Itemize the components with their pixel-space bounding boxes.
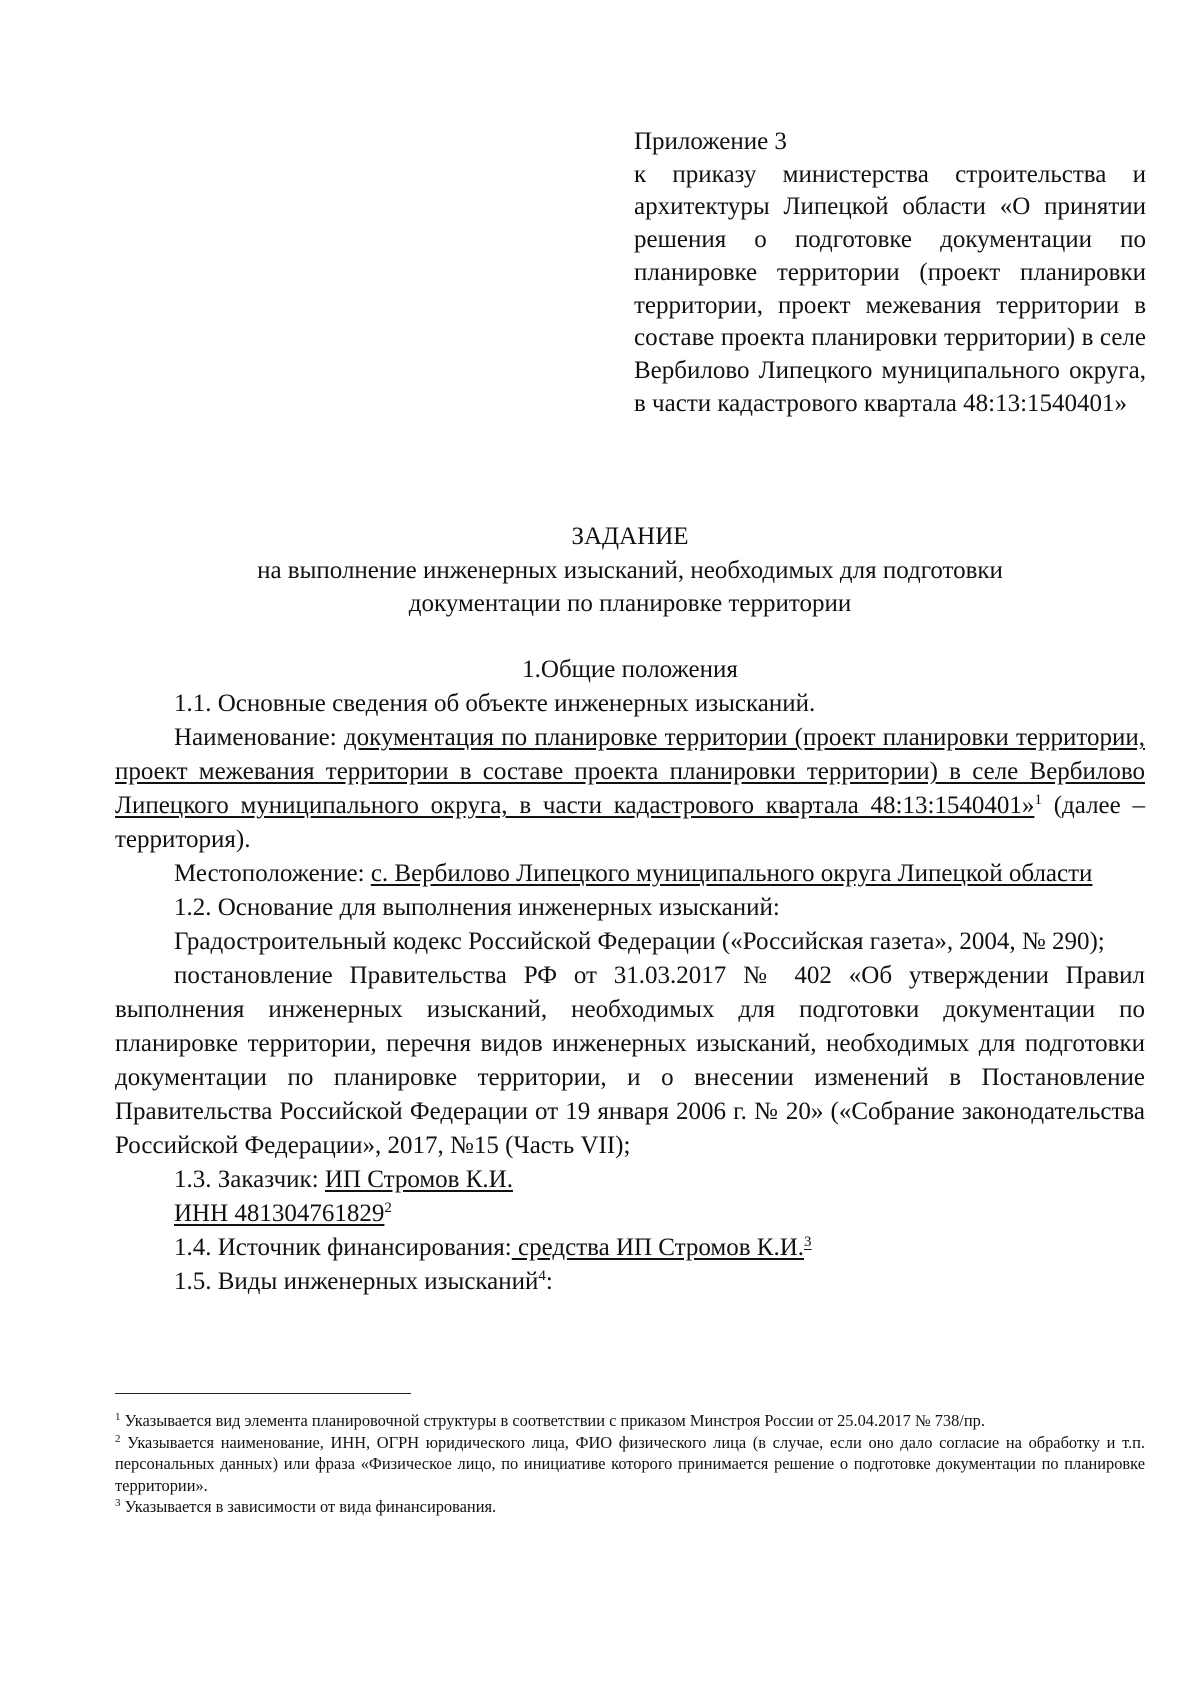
footnote-1 [115, 1410, 1145, 1432]
main-content [115, 520, 1145, 1299]
paragraph-1-1: 1.1. Основные сведения об объекте инженерных изысканий. [174, 690, 816, 717]
appendix-heading: Приложение 3 [634, 128, 787, 155]
customer-value: ИП Стромов К.И. [324, 1166, 513, 1193]
paragraph-customer [115, 1163, 1145, 1197]
footnote-3-number: 3 [115, 1497, 121, 1509]
funding-value: средства ИП Стромов К.И. [511, 1234, 805, 1261]
footnote-ref-4: 4 [538, 1268, 546, 1284]
paragraph-1-2: 1.2. Основание для выполнения инженерных изысканий: [174, 894, 780, 921]
footnote-2 [115, 1432, 1145, 1497]
footnote-1-text: Указывается вид элемента планировочной структуры в соответствии с приказом Минстроя России от 25.04.2017 № 738/пр. [120, 1411, 985, 1430]
task-subtitle-line2: документации по планировке территории [408, 590, 852, 617]
footnote-3 [115, 1496, 1145, 1518]
name-tail: (далее – территория). [115, 792, 1145, 853]
appendix-text: к приказу министерства строительства и архитектуры Липецкой области «О принятии решения о подготовке документации по планировке территории (проект планировки территории, проект межевания территории в составе проекта планировки территории) в селе Вербилово Липецкого муниципального округа, в части кадастрового квартала 48:13:1540401» [634, 160, 1146, 417]
funding-label: 1.4. Источник финансирования: [174, 1234, 512, 1261]
paragraph-name [115, 721, 1145, 857]
name-value: документация по планировке территории (проект планировки территории, проект межевания территории в составе проекта планировки территории) в селе Вербилово Липецкого муниципального округа, в части кадастрового квартала 48:13:1540401» [115, 724, 1145, 819]
customer-label: 1.3. Заказчик: [174, 1166, 325, 1193]
kinds-label: 1.5. Виды инженерных изысканий [174, 1268, 539, 1295]
appendix-block [634, 126, 1146, 420]
name-label: Наименование: [174, 724, 344, 751]
task-subtitle-line1: на выполнение инженерных изысканий, необходимых для подготовки [257, 557, 1003, 584]
location-label: Местоположение: [174, 860, 371, 887]
section-heading: 1.Общие положения [522, 656, 738, 683]
basis-item-1: Градостроительный кодекс Российской Федерации («Российская газета», 2004, № 290); [174, 928, 1105, 955]
footnote-2-number: 2 [115, 1432, 121, 1445]
paragraph-location [115, 857, 1145, 891]
basis-item-2: постановление Правительства РФ от 31.03.2017 № 402 «Об утверждении Правил выполнения инженерных изысканий, необходимых для подготовки документации по планировке территории, перечня видов инженерных изысканий, необходимых для подготовки документации по планировке территории, и о внесении изменений в Постановление Правительства Российской Федерации от 19 января 2006 г. № 20» («Собрание законодательства Российской Федерации», 2017, №15 (Часть VII); [115, 962, 1145, 1159]
footnotes [115, 1410, 1145, 1518]
footnote-1-number: 1 [115, 1411, 121, 1423]
footnote-separator [115, 1393, 411, 1394]
kinds-tail: : [545, 1268, 553, 1295]
location-value: с. Вербилово Липецкого муниципального округа Липецкой области [370, 860, 1093, 887]
footnote-3-text: Указывается в зависимости от вида финансирования. [120, 1497, 497, 1516]
inn-value: ИНН 481304761829 [174, 1200, 385, 1227]
footnote-2-text: Указывается наименование, ИНН, ОГРН юридического лица, ФИО физического лица (в случае, если оно дало согласие на обработку и т.п. персональных данных) или фраза «Физическое лицо, по инициативе которого принимается решение о подготовке документации по планировке территории». [115, 1432, 1145, 1495]
footnote-ref-1: 1 [1034, 792, 1042, 808]
task-title: ЗАДАНИЕ [571, 523, 689, 550]
paragraph-inn [115, 1197, 1145, 1231]
paragraph-funding [115, 1231, 1145, 1265]
footnote-ref-3: 3 [804, 1234, 812, 1250]
footnote-ref-2: 2 [384, 1200, 392, 1216]
paragraph-kinds [115, 1265, 1145, 1299]
